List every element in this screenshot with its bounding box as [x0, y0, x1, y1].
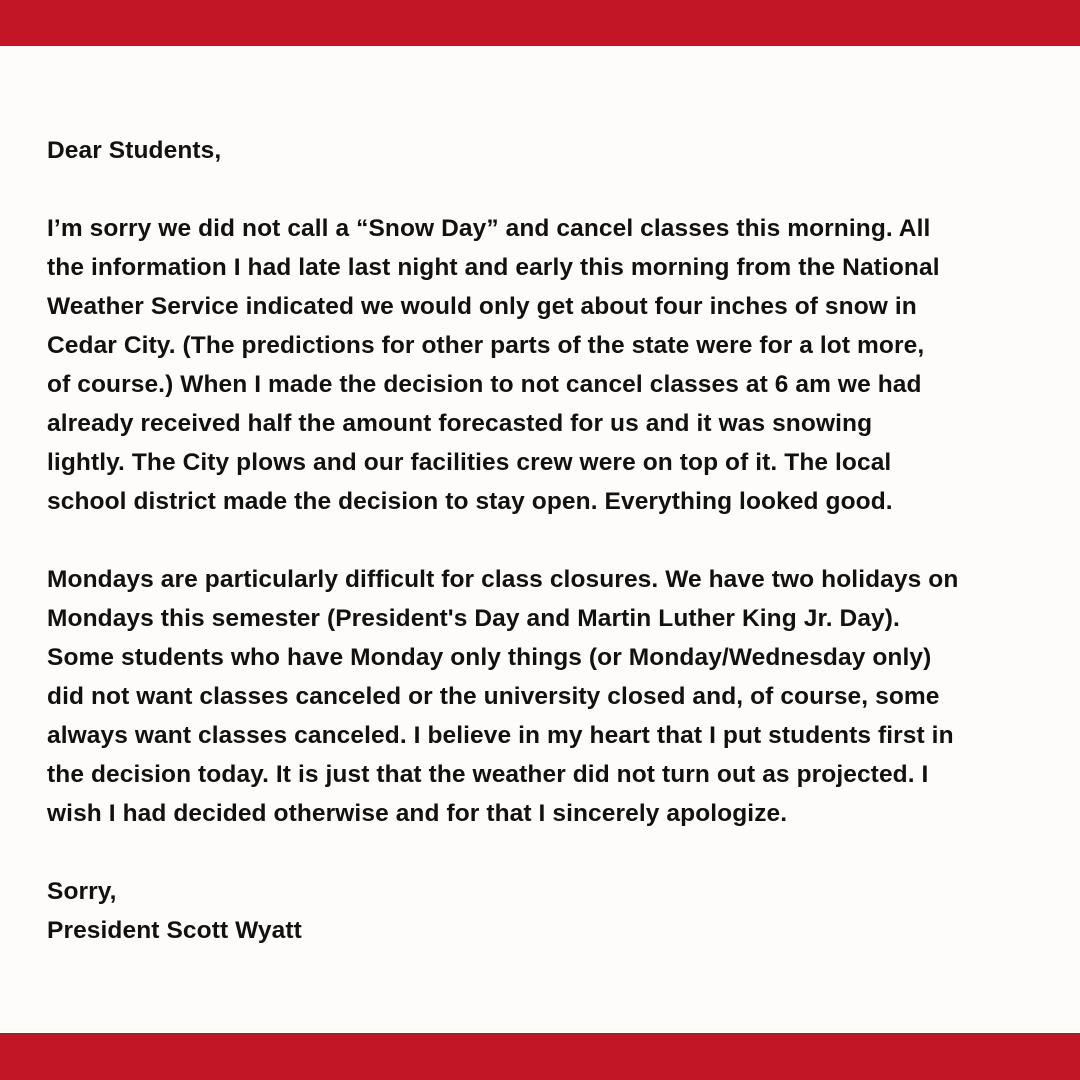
paragraph-1-line: already received half the amount forecasted for us and it was snowing — [47, 410, 873, 437]
paragraph-2-line: Mondays are particularly difficult for class closures. We have two holidays on — [47, 566, 959, 593]
paragraph-1-line: the information I had late last night and early this morning from the National — [47, 254, 940, 281]
paragraph-2 — [47, 560, 1047, 833]
paragraph-2-line: always want classes canceled. I believe in my heart that I put students first in — [47, 722, 954, 749]
bottom-red-band — [0, 1033, 1080, 1080]
paragraph-2-line: wish I had decided otherwise and for that I sincerely apologize. — [47, 800, 788, 827]
closing: Sorry, — [47, 878, 117, 905]
paragraph-1-line: Weather Service indicated we would only get about four inches of snow in — [47, 293, 917, 320]
paragraph-2-line: the decision today. It is just that the weather did not turn out as projected. I — [47, 761, 929, 788]
paragraph-1-line: I’m sorry we did not call a “Snow Day” and cancel classes this morning. All — [47, 215, 931, 242]
paragraph-2-line: Some students who have Monday only things (or Monday/Wednesday only) — [47, 644, 932, 671]
top-red-band — [0, 0, 1080, 46]
paragraph-1-line: lightly. The City plows and our facilities crew were on top of it. The local — [47, 449, 892, 476]
salutation: Dear Students, — [47, 137, 222, 164]
paragraph-1 — [47, 209, 1047, 521]
paragraph-1-line: school district made the decision to stay open. Everything looked good. — [47, 488, 893, 515]
paragraph-1-line: of course.) When I made the decision to not cancel classes at 6 am we had — [47, 371, 922, 398]
signature: President Scott Wyatt — [47, 917, 302, 944]
paragraph-1-line: Cedar City. (The predictions for other parts of the state were for a lot more, — [47, 332, 925, 359]
paragraph-2-line: Mondays this semester (President's Day and Martin Luther King Jr. Day). — [47, 605, 900, 632]
paragraph-2-line: did not want classes canceled or the university closed and, of course, some — [47, 683, 940, 710]
letter-body — [47, 131, 1047, 950]
